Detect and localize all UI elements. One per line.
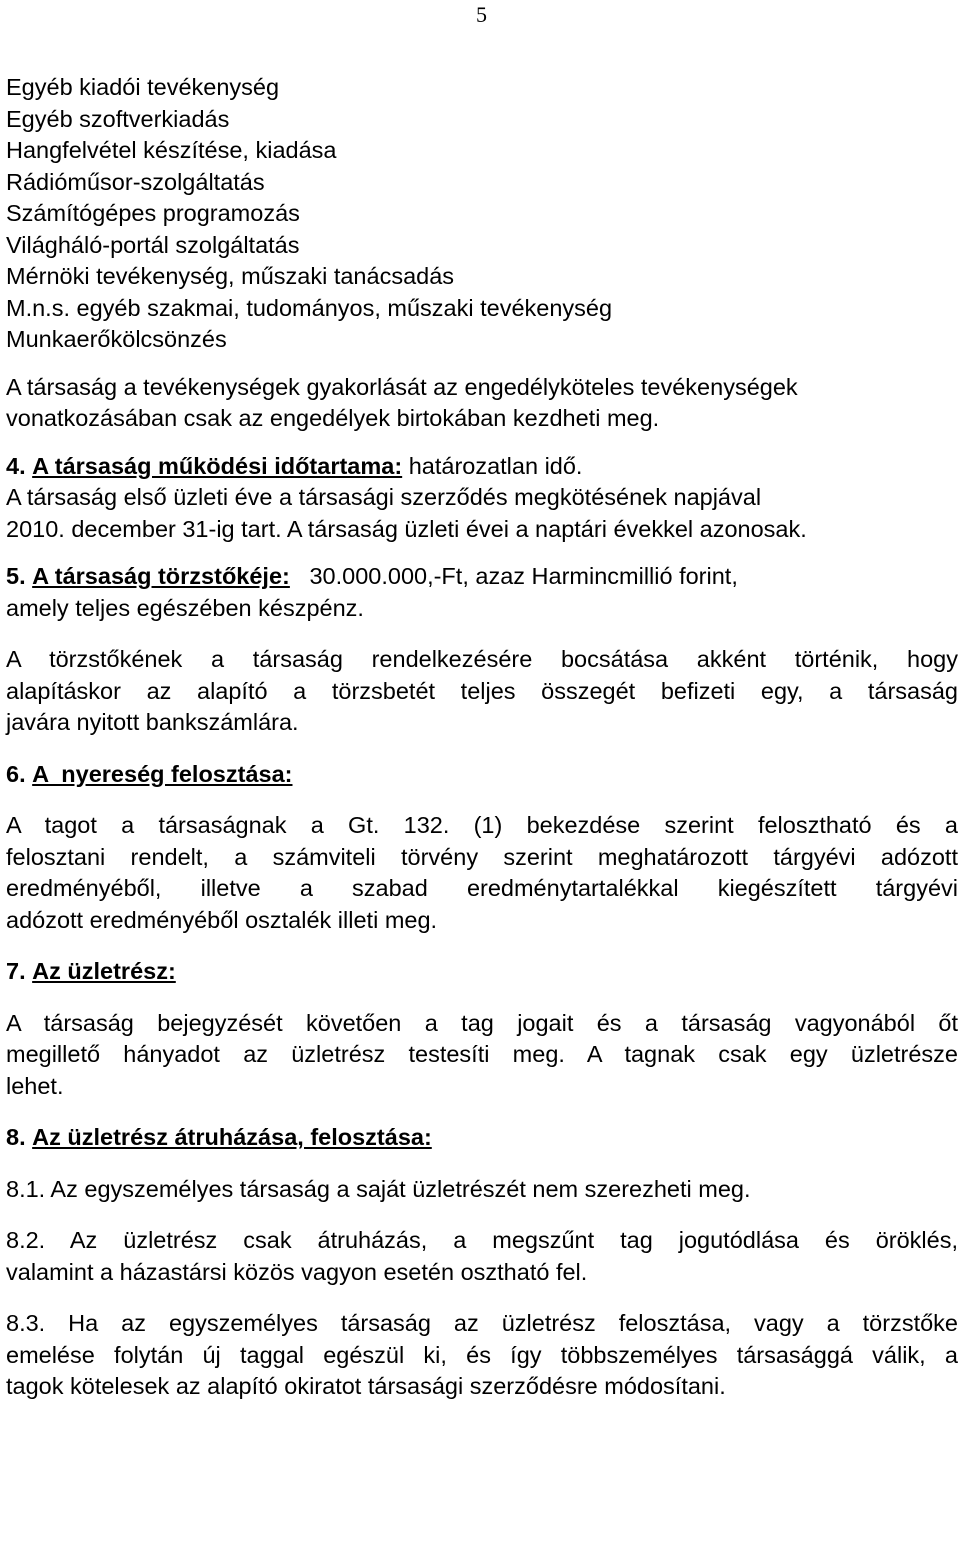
section-title: A társaság működési időtartama: — [32, 452, 403, 479]
section-value: 30.000.000,-Ft, azaz Harmincmillió forint, — [289, 563, 738, 589]
section-title: Az üzletrész átruházása, felosztása: — [32, 1124, 432, 1150]
section-heading — [6, 451, 958, 483]
list-item: Világháló-portál szolgáltatás — [6, 231, 300, 258]
paragraph-line: valamint a házastársi közös vagyon esetén osztható fel. — [6, 1258, 588, 1285]
section-title: A társaság törzstőkéje: — [32, 563, 290, 589]
document-body — [6, 72, 958, 1403]
paragraph-line: 8.3. Ha az egyszemélyes társaság az üzletrész felosztása, vagy a törzstőke — [6, 1310, 958, 1336]
paragraph-line: lehet. — [6, 1072, 64, 1099]
section-4 — [6, 451, 958, 546]
section-8 — [6, 1122, 958, 1403]
list-item: Munkaerőkölcsönzés — [6, 326, 227, 352]
paragraph-line: adózott eredményéből osztalék illeti meg. — [6, 906, 438, 933]
paragraph-line: alapításkor az alapító a törzsbetét teljes összegét befizeti egy, a társaság — [6, 677, 958, 704]
section-number: 6. — [6, 760, 26, 787]
paragraph-line: 2010. december 31-ig tart. A társaság üzleti évei a naptári évekkel azonosak. — [6, 515, 807, 542]
paragraph-line: 8.2. Az üzletrész csak átruházás, a megszűnt tag jogutódlása és öröklés, — [6, 1227, 958, 1253]
page-number: 5 — [476, 2, 487, 27]
paragraph-line: amely teljes egészében készpénz. — [6, 594, 364, 621]
section-5 — [6, 561, 958, 739]
paragraph-line: eredményéből, illetve a szabad eredménytartalékkal kiegészített tárgyévi — [6, 875, 958, 901]
paragraph-line: 8.1. Az egyszemélyes társaság a saját üzletrészét nem szerezheti meg. — [6, 1175, 751, 1202]
list-item: Hangfelvétel készítése, kiadása — [6, 137, 337, 163]
license-paragraph — [6, 372, 958, 435]
list-item: M.n.s. egyéb szakmai, tudományos, műszaki tevékenység — [6, 294, 613, 321]
paragraph-line: A társaság első üzleti éve a társasági szerződés megkötésének napjával — [6, 484, 762, 510]
paragraph-line: A törzstőkének a társaság rendelkezésére bocsátása akként történik, hogy — [6, 646, 958, 672]
section-value: határozatlan idő. — [402, 452, 583, 479]
section-title: A nyereség felosztása: — [32, 760, 293, 787]
paragraph-line: tagok kötelesek az alapító okiratot társasági szerződésre módosítani. — [6, 1373, 726, 1399]
list-item: Számítógépes programozás — [6, 200, 300, 226]
section-number: 8. — [6, 1124, 26, 1150]
paragraph-line: A tagot a társaságnak a Gt. 132. (1) bekezdése szerint felosztható és a — [6, 812, 958, 838]
section-number: 4. — [6, 452, 26, 479]
section-number: 7. — [6, 958, 26, 984]
list-item: Egyéb kiadói tevékenység — [6, 74, 280, 100]
list-item: Mérnöki tevékenység, műszaki tanácsadás — [6, 263, 455, 289]
paragraph-line: megillető hányadot az üzletrész testesíti meg. A tagnak csak egy üzletrésze — [6, 1041, 958, 1067]
paragraph-line: javára nyitott bankszámlára. — [6, 709, 299, 735]
section-heading — [6, 956, 958, 988]
section-heading — [6, 561, 958, 593]
paragraph-line: vonatkozásában csak az engedélyek birtokában kezdheti meg. — [6, 405, 660, 431]
section-heading — [6, 1122, 958, 1154]
section-number: 5. — [6, 563, 26, 589]
paragraph-line: emelése folytán új taggal egészül ki, és így többszemélyes társasággá válik, a — [6, 1341, 958, 1368]
section-6 — [6, 759, 958, 937]
section-heading — [6, 759, 958, 791]
section-title: Az üzletrész: — [32, 958, 176, 984]
paragraph-line: A társaság bejegyzését követően a tag jogait és a társaság vagyonából őt — [6, 1009, 958, 1036]
activity-list — [6, 72, 958, 356]
list-item: Rádióműsor-szolgáltatás — [6, 168, 265, 195]
list-item: Egyéb szoftverkiadás — [6, 105, 230, 132]
paragraph-line: felosztani rendelt, a számviteli törvény szerint meghatározott tárgyévi adózott — [6, 843, 958, 870]
section-7 — [6, 956, 958, 1102]
paragraph-line: A társaság a tevékenységek gyakorlását az engedélyköteles tevékenységek — [6, 373, 798, 400]
